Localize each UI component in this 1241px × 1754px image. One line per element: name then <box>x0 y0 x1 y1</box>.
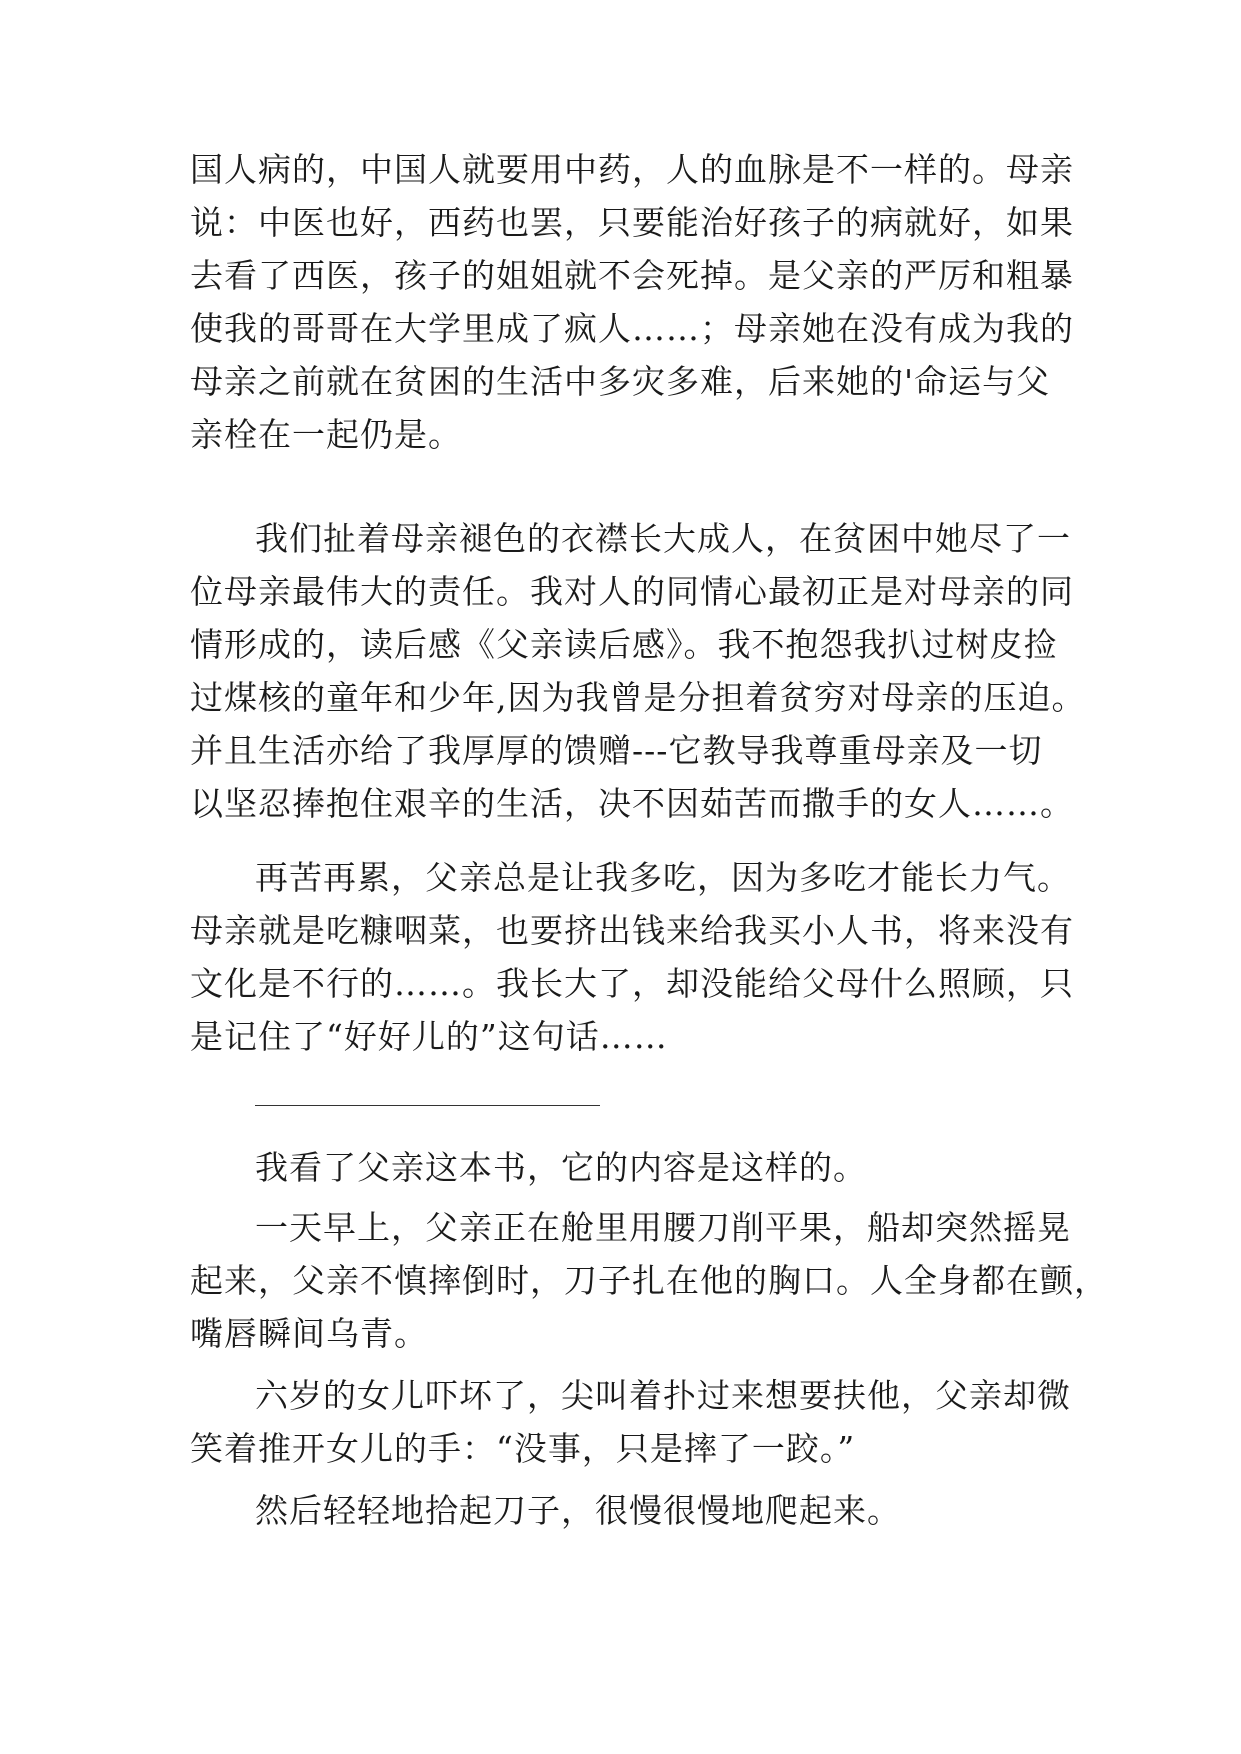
text-line: 母亲之前就在贫困的生活中多灾多难，后来她的'命运与父 <box>190 362 1051 401</box>
text-line: 笑着推开女儿的手：“没事，只是摔了一跤。” <box>190 1429 856 1468</box>
text-line: 嘴唇瞬间乌青。 <box>190 1314 428 1353</box>
paragraph-first-line: 六岁的女儿吓坏了，尖叫着扑过来想要扶他，父亲却微 <box>255 1376 1071 1415</box>
text-line: 母亲就是吃糠咽菜，也要挤出钱来给我买小人书，将来没有 <box>190 911 1074 950</box>
text-line: 起来，父亲不慎摔倒时，刀子扎在他的胸口。人全身都在颤， <box>190 1261 1108 1300</box>
text-line: 以坚忍捧抱住艰辛的生活，决不因茹苦而撒手的女人……。 <box>190 784 1074 823</box>
text-line: 说：中医也好，西药也罢，只要能治好孩子的病就好，如果 <box>190 203 1074 242</box>
paragraph-first-line: 我看了父亲这本书，它的内容是这样的。 <box>255 1148 867 1187</box>
text-line: 文化是不行的……。我长大了，却没能给父母什么照顾，只 <box>190 964 1074 1003</box>
text-line: 使我的哥哥在大学里成了疯人……；母亲她在没有成为我的 <box>190 309 1074 348</box>
text-line: 国人病的，中国人就要用中药，人的血脉是不一样的。母亲 <box>190 150 1074 189</box>
text-line: 过煤核的童年和少年,因为我曾是分担着贫穷对母亲的压迫。 <box>190 678 1086 717</box>
text-line: 并且生活亦给了我厚厚的馈赠---它教导我尊重母亲及一切 <box>190 731 1043 770</box>
paragraph-first-line: 再苦再累，父亲总是让我多吃，因为多吃才能长力气。 <box>255 858 1071 897</box>
paragraph-first-line: 一天早上，父亲正在舱里用腰刀削平果，船却突然摇晃 <box>255 1208 1071 1247</box>
text-line: 是记住了“好好儿的”这句话…… <box>190 1017 668 1056</box>
text-line: 情形成的，读后感《父亲读后感》。我不抱怨我扒过树皮捡 <box>190 625 1058 664</box>
text-line: 位母亲最伟大的责任。我对人的同情心最初正是对母亲的同 <box>190 572 1074 611</box>
section-divider <box>255 1105 600 1106</box>
text-line: 亲栓在一起仍是。 <box>190 415 462 454</box>
paragraph-first-line: 然后轻轻地拾起刀子，很慢很慢地爬起来。 <box>255 1491 901 1530</box>
text-line: 去看了西医，孩子的姐姐就不会死掉。是父亲的严厉和粗暴 <box>190 256 1074 295</box>
paragraph-first-line: 我们扯着母亲褪色的衣襟长大成人，在贫困中她尽了一 <box>255 519 1071 558</box>
